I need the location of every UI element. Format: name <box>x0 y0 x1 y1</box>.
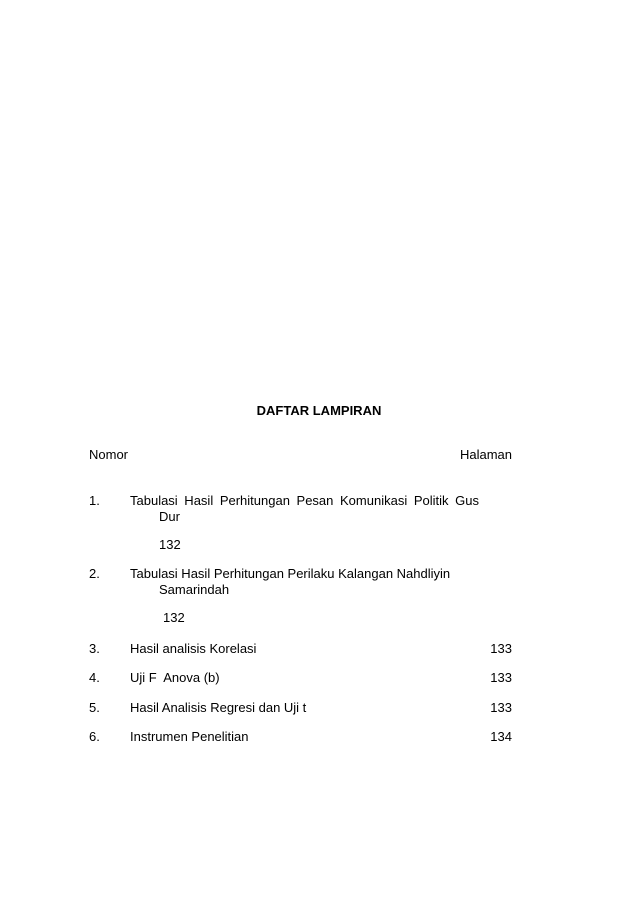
entry-title: Tabulasi Hasil Perhitungan Perilaku Kalangan Nahdliyin <box>130 566 451 581</box>
entry-page: 132 <box>159 537 181 552</box>
title-text: DAFTAR LAMPIRAN <box>256 403 382 418</box>
entry-number: 5. <box>89 700 100 715</box>
entry-number: 6. <box>89 729 100 744</box>
entry-title: Uji F Anova (b) <box>130 670 220 685</box>
entry-page: 134 <box>490 729 512 744</box>
entry-page: 132 <box>163 610 185 625</box>
entry-title: Tabulasi Hasil Perhitungan Pesan Komunikasi Politik Gus <box>130 493 479 508</box>
column-header-number: Nomor <box>89 447 129 462</box>
entry-number: 4. <box>89 670 100 685</box>
entry-title: Hasil Analisis Regresi dan Uji t <box>130 700 307 715</box>
entry-title: Instrumen Penelitian <box>130 729 249 744</box>
entry-page: 133 <box>490 641 512 656</box>
column-header-page: Halaman <box>459 447 512 462</box>
entry-title: Hasil analisis Korelasi <box>130 641 257 656</box>
entry-page: 133 <box>490 670 512 685</box>
entry-number: 1. <box>89 493 100 508</box>
entry-number: 2. <box>89 566 100 581</box>
page-title <box>0 403 638 418</box>
entry-title-continued: Samarindah <box>159 582 230 597</box>
entry-number: 3. <box>89 641 100 656</box>
entry-page: 133 <box>490 700 512 715</box>
entry-title-continued: Dur <box>159 509 180 524</box>
